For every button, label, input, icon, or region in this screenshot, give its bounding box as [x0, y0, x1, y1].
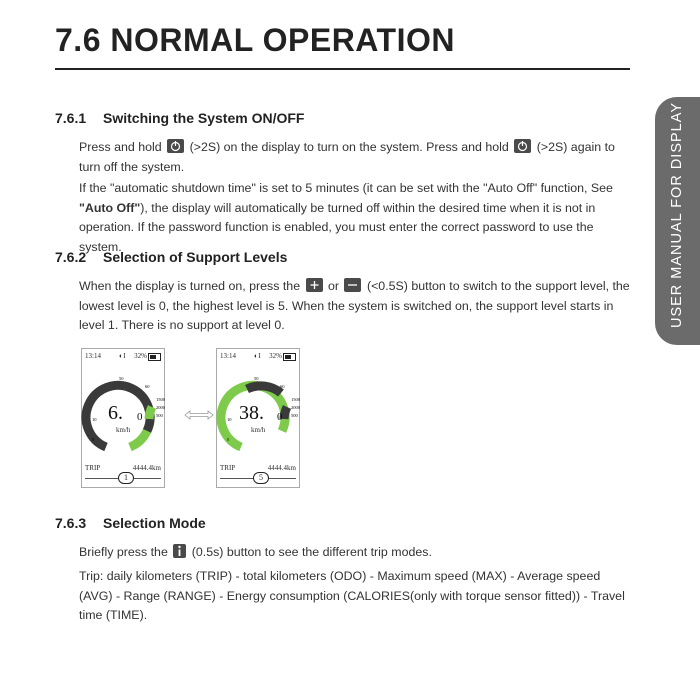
light-icon: ◐I	[119, 352, 126, 360]
section-heading-7-6-2	[55, 249, 287, 265]
display-screen-level-1	[81, 348, 165, 488]
paragraph-trip-button	[79, 543, 631, 563]
clock: 13:14	[85, 352, 101, 360]
paragraph-power	[79, 138, 631, 177]
section-heading-7-6-1	[55, 110, 304, 126]
svg-text:0: 0	[92, 437, 95, 442]
text: (0.5s) button to see the different trip modes.	[191, 545, 432, 559]
paragraph-support	[79, 277, 631, 336]
battery-percent: 32%	[269, 352, 282, 360]
light-icon: ◐I	[254, 352, 261, 360]
trip-value: 4444.4km	[267, 464, 296, 472]
double-arrow-icon	[184, 410, 214, 420]
trip-label: TRIP	[220, 464, 236, 472]
section-number: 7.6.1	[55, 110, 87, 126]
support-level: 5	[253, 472, 269, 484]
text: (>2S) again to turn off the system.	[79, 140, 615, 174]
svg-text:500: 500	[156, 413, 163, 418]
battery-percent: 32%	[134, 352, 147, 360]
trip-value: 4444.4km	[132, 464, 161, 472]
svg-text:60: 60	[280, 384, 285, 389]
svg-text:10: 10	[92, 417, 97, 422]
speed-decimal: 0	[137, 411, 143, 423]
title-rule	[55, 68, 630, 70]
page-title: 7.6 NORMAL OPERATION	[55, 22, 455, 58]
support-level: 1	[118, 472, 134, 484]
speed-unit: km/h	[251, 426, 266, 434]
svg-text:10: 10	[227, 417, 232, 422]
svg-text:2000: 2000	[291, 405, 300, 410]
battery-icon	[283, 353, 296, 361]
text: or	[328, 279, 340, 293]
svg-text:2000: 2000	[156, 405, 165, 410]
power-icon	[514, 139, 531, 153]
text: If the "automatic shutdown time" is set to 5 minutes (it can be set with the "Auto Off" function, See	[79, 181, 613, 195]
svg-text:1500: 1500	[291, 397, 300, 402]
trip-label: TRIP	[85, 464, 101, 472]
speed-unit: km/h	[116, 426, 131, 434]
info-icon	[173, 544, 186, 558]
svg-text:1500: 1500	[156, 397, 165, 402]
text: (>2S) on the display to turn on the system. Press and hold	[189, 140, 509, 154]
speed-value: 6.	[108, 402, 123, 424]
svg-text:0: 0	[227, 437, 230, 442]
text: Briefly press the	[79, 545, 168, 559]
paragraph-auto-off	[79, 179, 631, 257]
svg-text:50: 50	[119, 376, 124, 381]
section-title: Selection Mode	[103, 515, 206, 531]
section-title: Selection of Support Levels	[103, 249, 288, 265]
side-tab	[655, 97, 700, 345]
text: Press and hold	[79, 140, 162, 154]
svg-text:50: 50	[254, 376, 259, 381]
battery-icon	[148, 353, 161, 361]
bold-text: "Auto Off"	[79, 200, 141, 215]
text: ), the display will automatically be turned off within the desired time when it is not in operation. If the password function is enabled, you must enter the correct password to use the system.	[79, 200, 596, 254]
text: (<0.5S) button to switch to the support level, the lowest level is 0, the highest level is 5. When the system is switched on, the support level starts in level 1. There is no support at level 0.	[79, 279, 630, 332]
plus-icon	[306, 278, 323, 292]
section-heading-7-6-3	[55, 515, 206, 531]
section-number: 7.6.3	[55, 515, 87, 531]
section-number: 7.6.2	[55, 249, 87, 265]
svg-text:60: 60	[145, 384, 150, 389]
speed-decimal: 0	[277, 411, 283, 423]
minus-icon	[344, 278, 361, 292]
section-title: Switching the System ON/OFF	[103, 110, 305, 126]
paragraph-trip-modes: Trip: daily kilometers (TRIP) - total kilometers (ODO) - Maximum speed (MAX) - Average speed (AVG) - Range (RANGE) - Energy consumption (CALORIES(only with torque sensor fitted)) - Travel time (TIME).	[79, 569, 625, 622]
speed-value: 38.	[239, 402, 264, 424]
clock: 13:14	[220, 352, 236, 360]
power-icon	[167, 139, 184, 153]
display-screen-level-5	[216, 348, 300, 488]
text: When the display is turned on, press the	[79, 279, 301, 293]
speedometer-gauge	[82, 361, 164, 471]
side-tab-label: USER MANUAL FOR DISPLAY	[669, 101, 685, 329]
svg-text:500: 500	[291, 413, 298, 418]
